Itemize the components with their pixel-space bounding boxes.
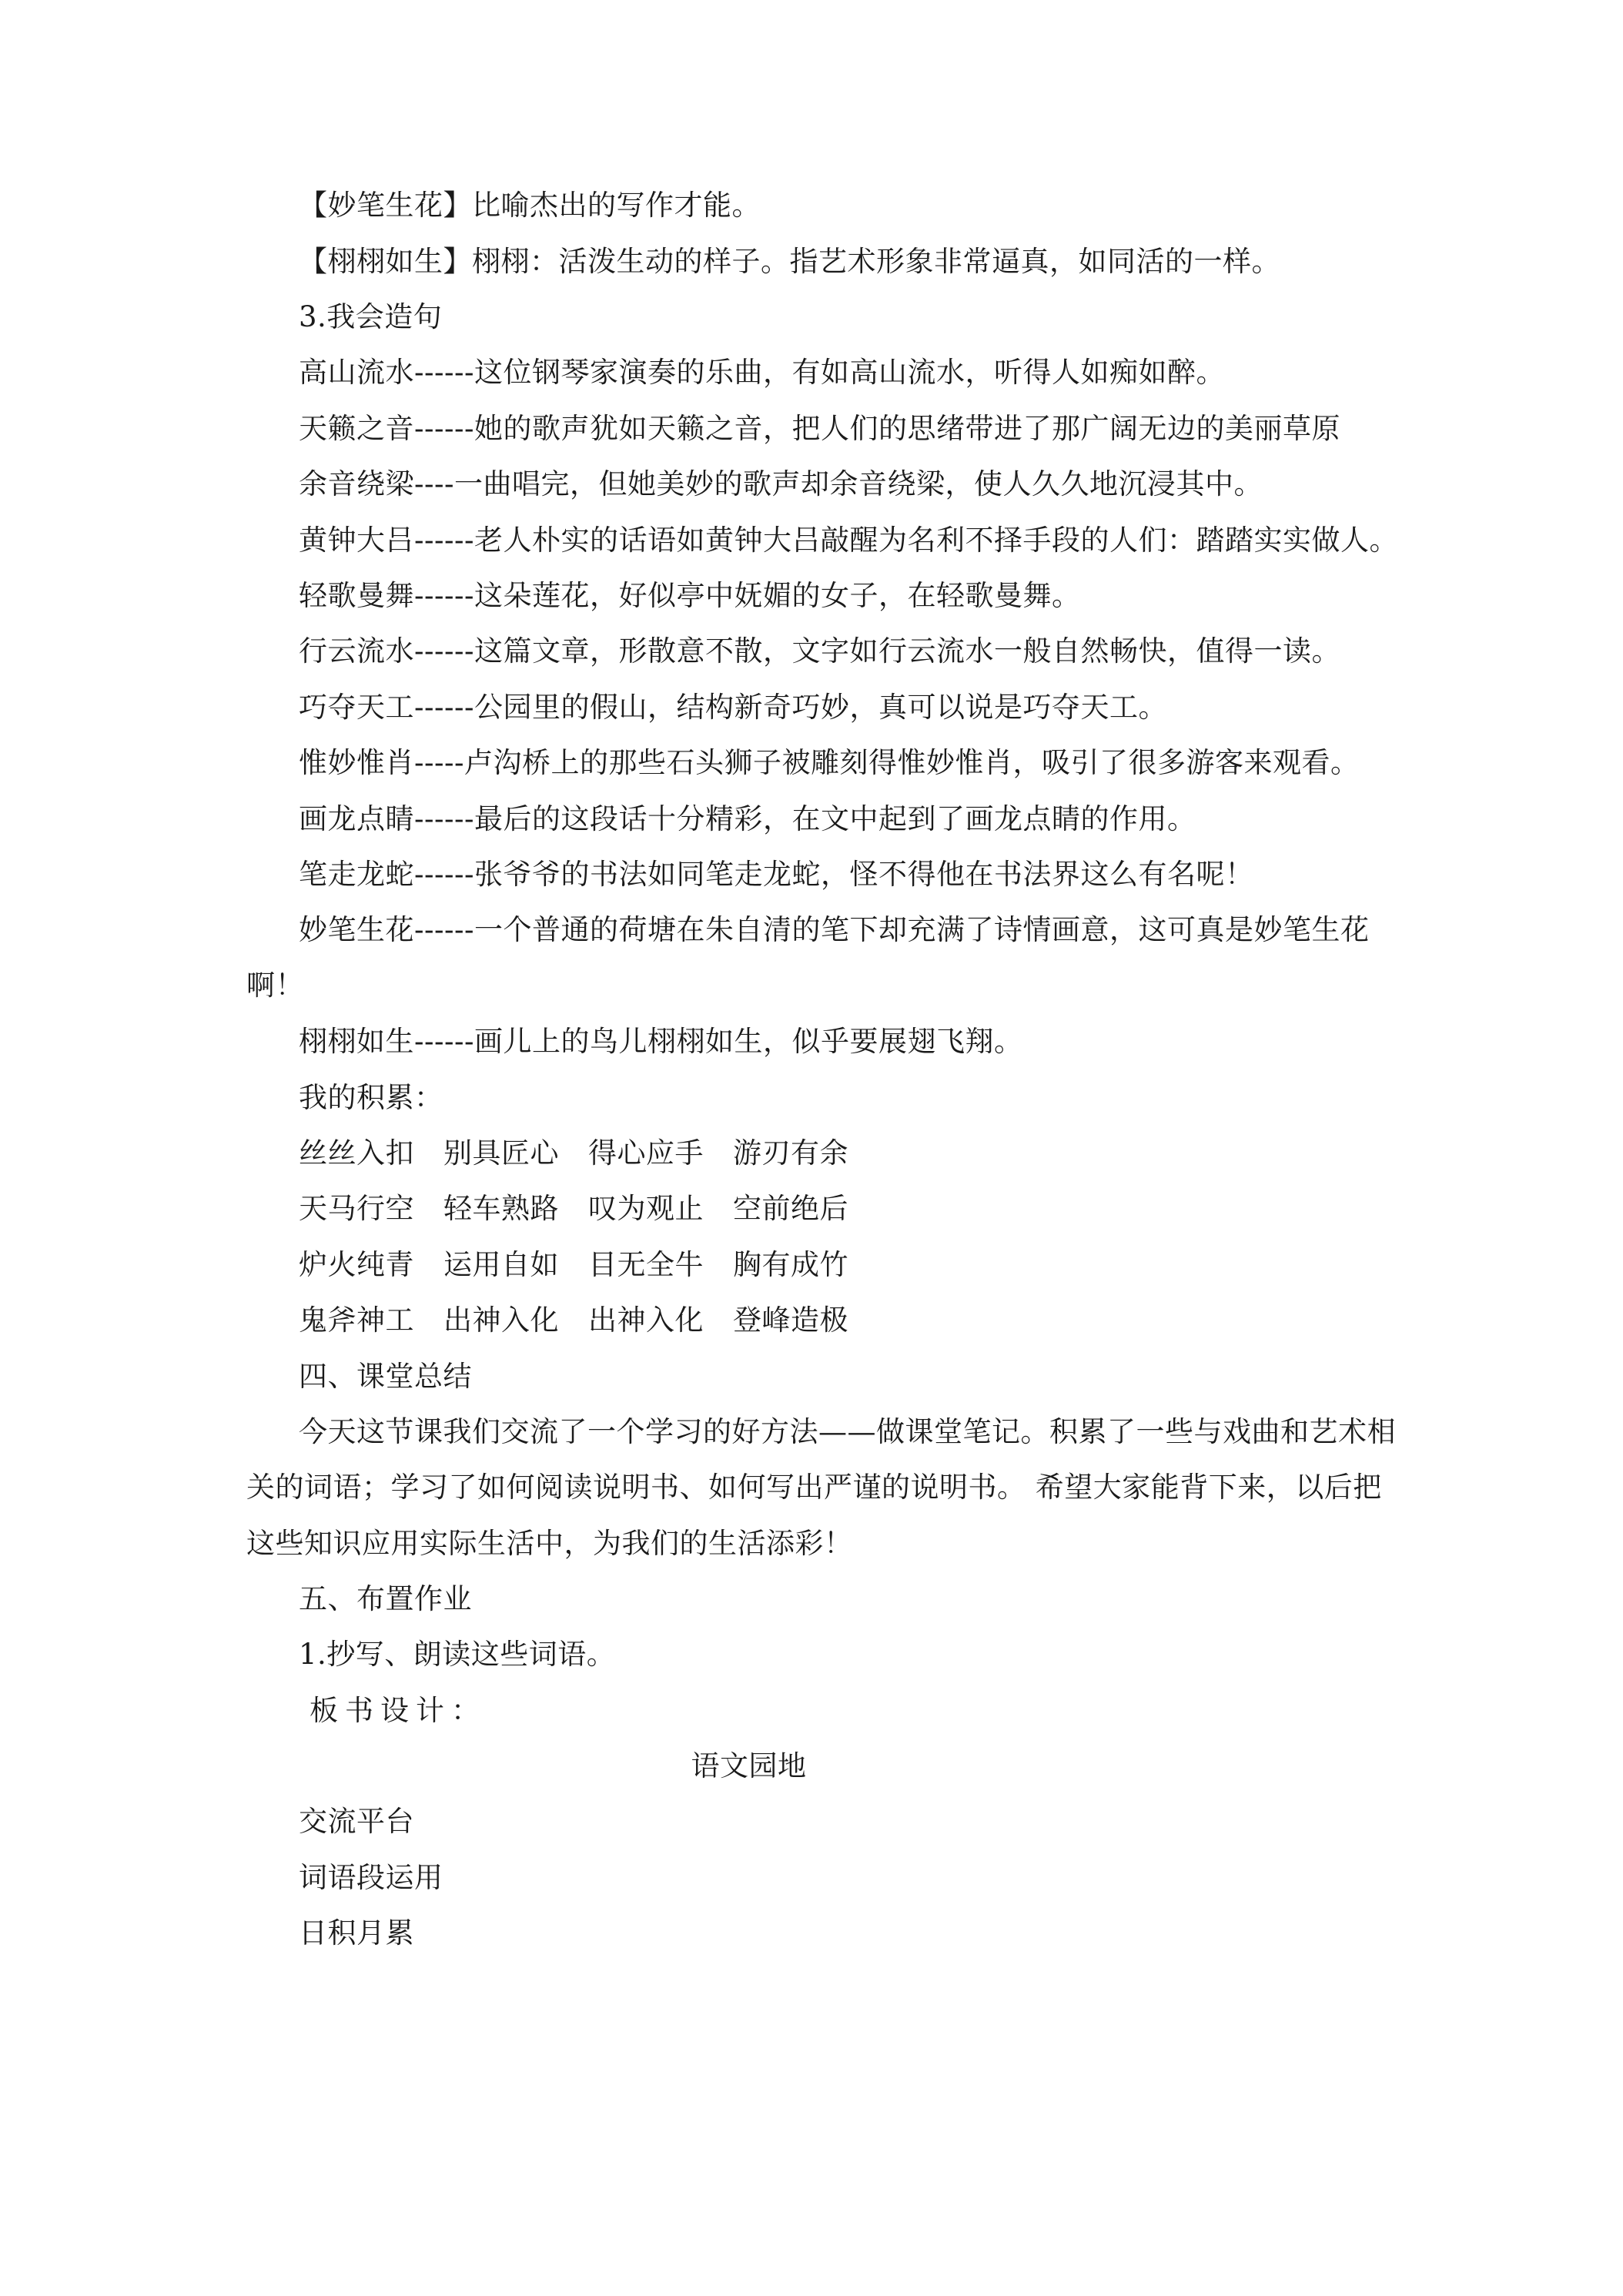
homework-item: 1.抄写、朗读这些词语。: [299, 1638, 616, 1671]
sentence-line: 天籁之音------她的歌声犹如天籁之音，把人们的思绪带进了那广阔无边的美丽草原: [299, 412, 1341, 445]
sentence-line: 画龙点睛------最后的这段话十分精彩，在文中起到了画龙点睛的作用。: [299, 802, 1196, 835]
summary-line: 这些知识应用实际生活中，为我们的生活添彩！: [246, 1527, 853, 1560]
word-row: [299, 1192, 848, 1226]
idiom-word: 运用自如: [443, 1248, 559, 1281]
sentence-line: 行云流水------这篇文章，形散意不散，文字如行云流水一般自然畅快，值得一读。: [299, 634, 1341, 668]
summary-line: 今天这节课我们交流了一个学习的好方法——做课堂笔记。积累了一些与戏曲和艺术相: [299, 1415, 1396, 1448]
idiom-word: 别具匠心: [443, 1136, 559, 1170]
idiom-word: 目无全牛: [588, 1248, 704, 1281]
idiom-word: 出神入化: [588, 1304, 704, 1337]
board-heading: 语文园地: [691, 1749, 807, 1782]
word-row: [299, 1304, 848, 1337]
section-heading: 五、布置作业: [299, 1582, 472, 1615]
sentence-line: 高山流水------这位钢琴家演奏的乐曲，有如高山流水，听得人如痴如醉。: [299, 356, 1226, 389]
accumulation-heading: 我的积累：: [299, 1081, 443, 1114]
word-row: [299, 1136, 848, 1170]
sentence-line: 巧夺天工------公园里的假山，结构新奇巧妙，真可以说是巧夺天工。: [299, 691, 1168, 724]
idiom-word: 出神入化: [443, 1304, 559, 1337]
idiom-word: 游刃有余: [733, 1136, 848, 1170]
idiom-word: 天马行空: [299, 1192, 414, 1225]
section-heading: 四、课堂总结: [299, 1360, 472, 1393]
sentence-line: 轻歌曼舞------这朵莲花，好似亭中妩媚的女子，在轻歌曼舞。: [299, 579, 1081, 612]
idiom-word: 轻车熟路: [443, 1192, 559, 1225]
sentence-line: 笔走龙蛇------张爷爷的书法如同笔走龙蛇，怪不得他在书法界这么有名呢！: [299, 858, 1254, 891]
board-design-label: 板书设计：: [310, 1694, 487, 1727]
idiom-word: 登峰造极: [733, 1304, 848, 1337]
idiom-word: 空前绝后: [733, 1192, 848, 1225]
sentence-line: 黄钟大吕------老人朴实的话语如黄钟大吕敲醒为名利不择手段的人们：踏踏实实做人。: [299, 524, 1399, 557]
idiom-word: 胸有成竹: [733, 1248, 848, 1281]
idiom-word: 鬼斧神工: [299, 1304, 414, 1337]
sentence-line: 妙笔生花------一个普通的荷塘在朱自清的笔下却充满了诗情画意，这可真是妙笔生花: [299, 913, 1370, 946]
idiom-entry: 【妙笔生花】比喻杰出的写作才能。: [299, 189, 761, 222]
idiom-word: 叹为观止: [588, 1192, 704, 1225]
idiom-word: 炉火纯青: [299, 1248, 414, 1281]
sentence-line-continued: 啊！: [246, 969, 304, 1002]
board-item: 交流平台: [299, 1805, 414, 1838]
board-item: 词语段运用: [299, 1861, 443, 1894]
word-row: [299, 1248, 848, 1282]
summary-line: 关的词语；学习了如何阅读说明书、如何写出严谨的说明书。 希望大家能背下来，以后把: [246, 1471, 1382, 1504]
idiom-entry: 【栩栩如生】栩栩：活泼生动的样子。指艺术形象非常逼真，如同活的一样。: [299, 245, 1280, 278]
idiom-word: 得心应手: [588, 1136, 704, 1170]
idiom-word: 丝丝入扣: [299, 1136, 414, 1170]
sentence-line: 余音绕梁----一曲唱完，但她美妙的歌声却余音绕梁，使人久久地沉浸其中。: [299, 467, 1263, 500]
sentence-line: 栩栩如生------画儿上的鸟儿栩栩如生，似乎要展翅飞翔。: [299, 1025, 1023, 1058]
section-heading: 3.我会造句: [299, 300, 443, 333]
board-item: 日积月累: [299, 1916, 414, 1950]
sentence-line: 惟妙惟肖-----卢沟桥上的那些石头狮子被雕刻得惟妙惟肖，吸引了很多游客来观看。: [299, 746, 1360, 779]
